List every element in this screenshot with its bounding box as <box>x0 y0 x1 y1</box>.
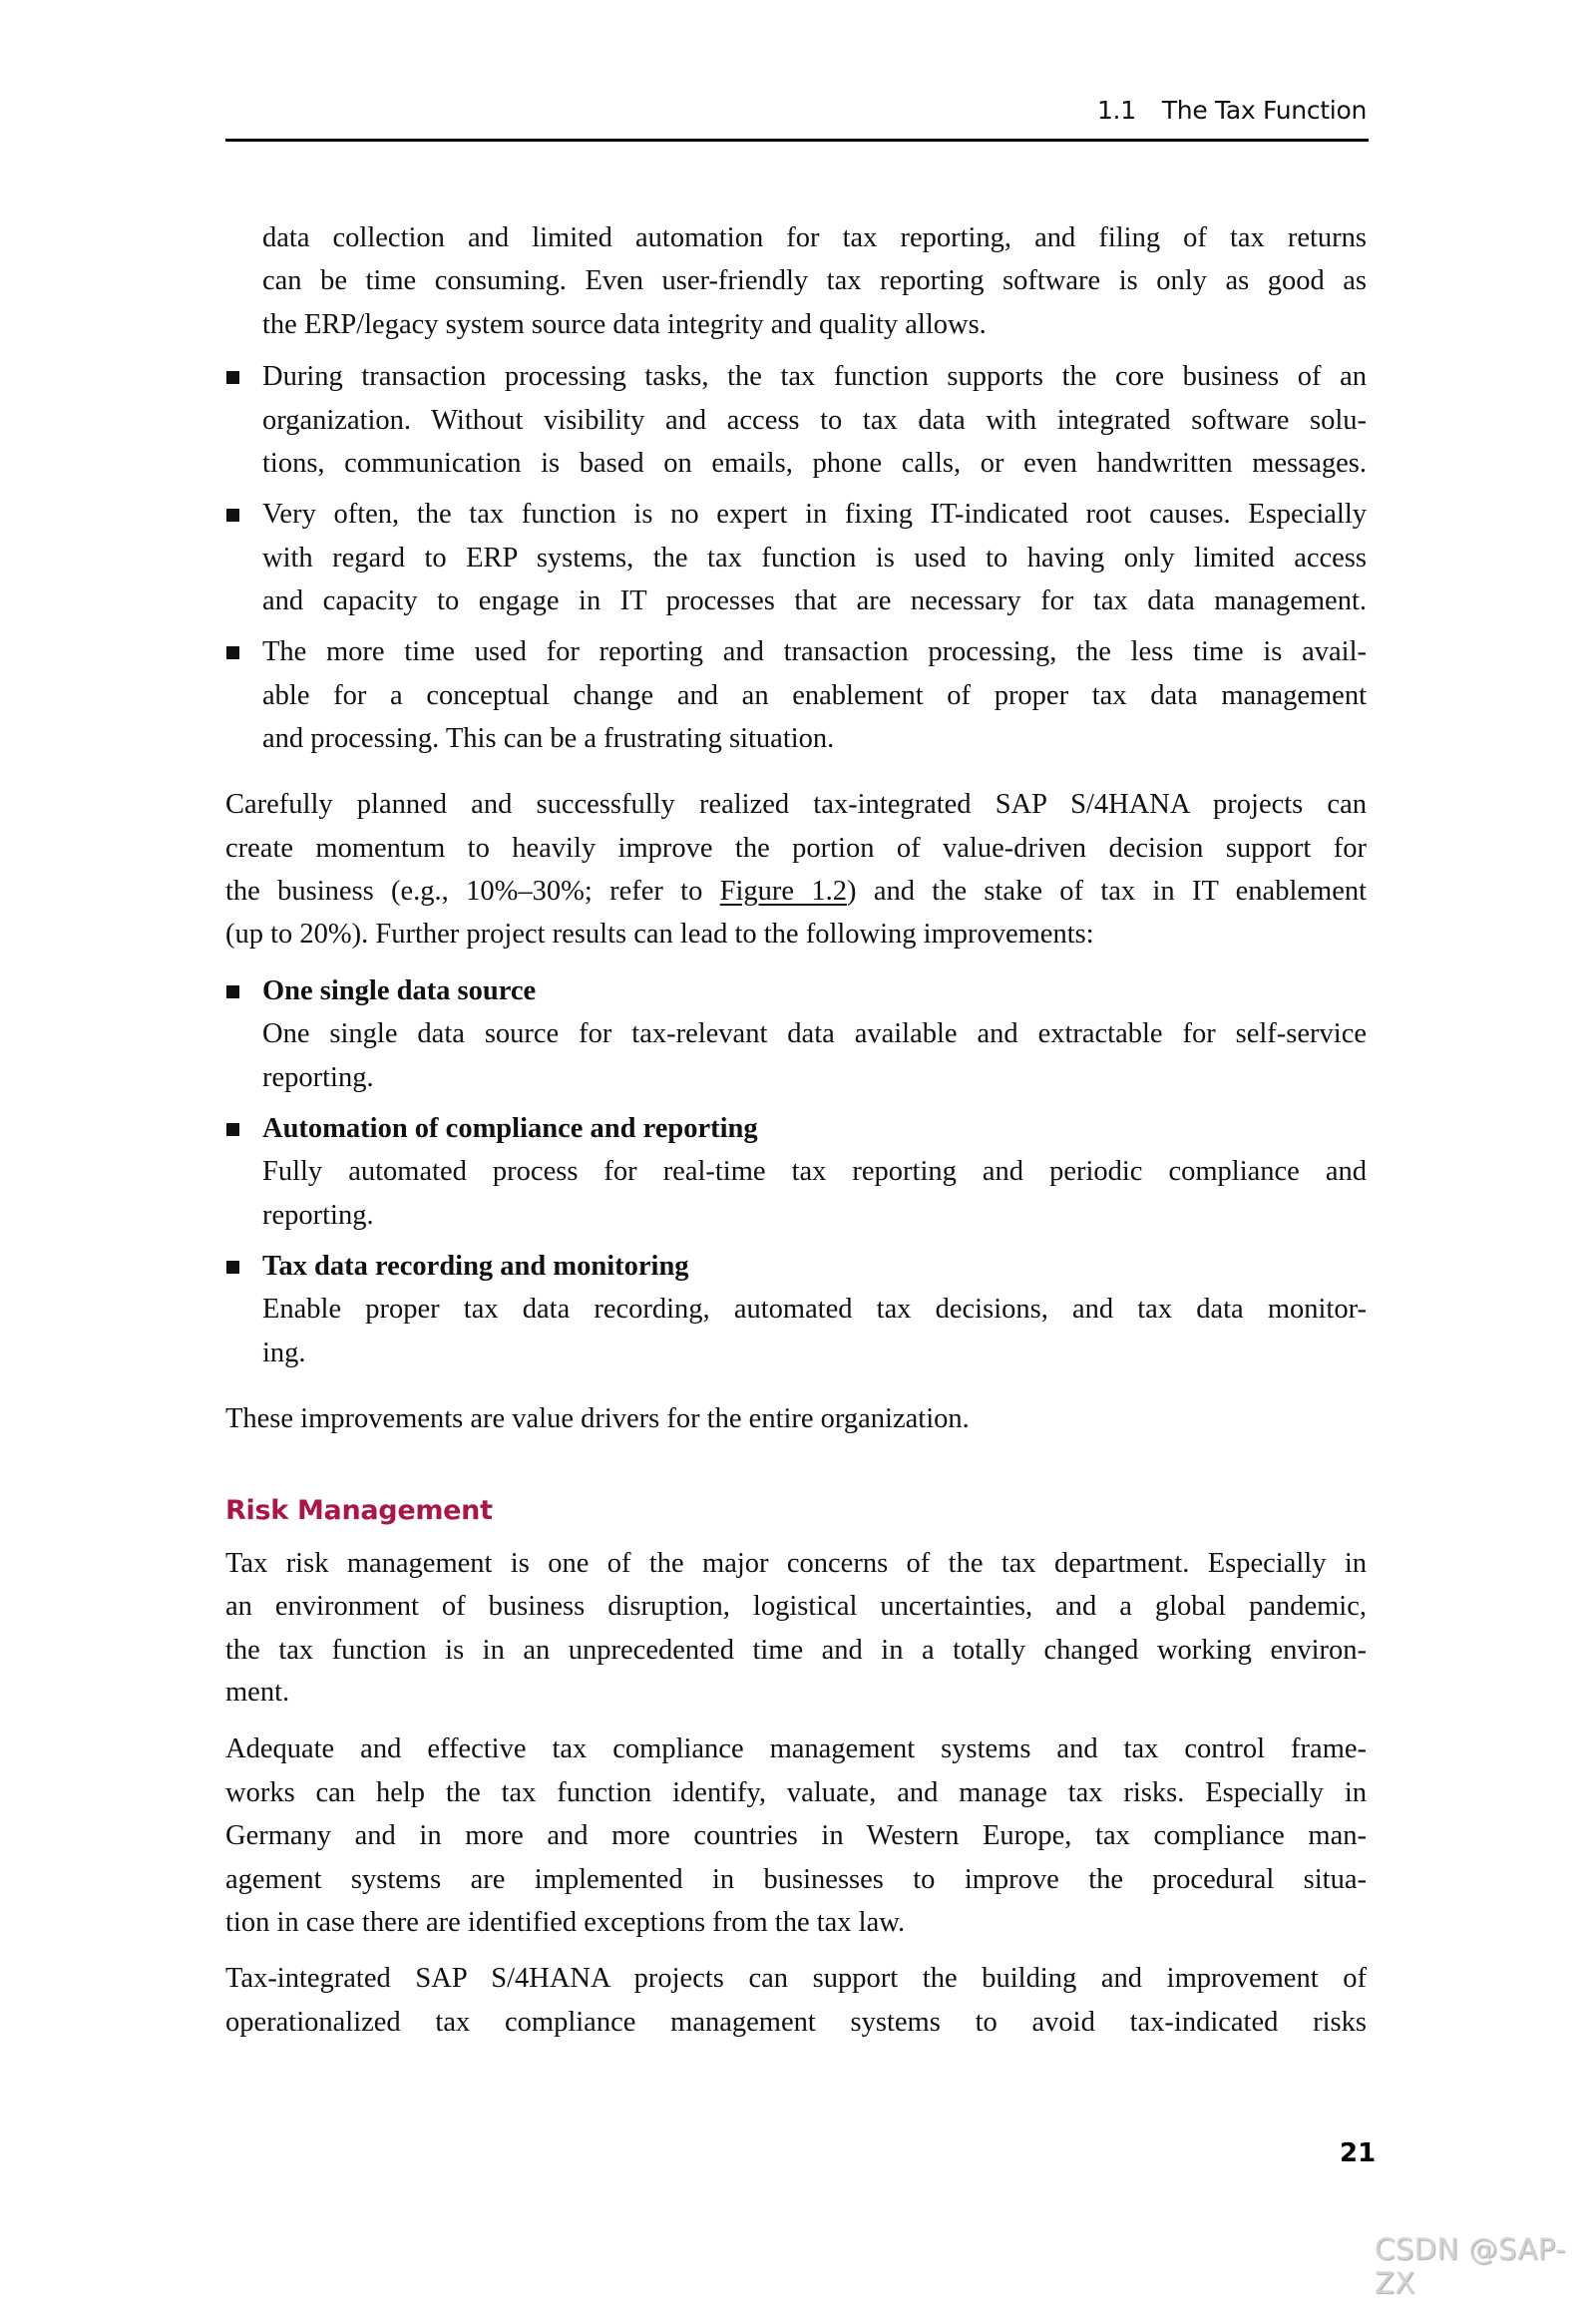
text-line <box>225 870 1367 914</box>
running-header <box>1097 96 1367 125</box>
text-line: operationalized tax compliance management systems to avoid tax-indicated risks <box>225 2007 1367 2038</box>
text-line: the tax function is in an unprecedented time and in a totally changed working environ- <box>225 1635 1367 1666</box>
text-fragment: the business (e.g., 10%–30%; refer to <box>225 876 720 907</box>
text-line: create momentum to heavily improve the portion of value-driven decision support for <box>225 833 1367 864</box>
text-line: tion in case there are identified exceptions from the tax law. <box>225 1907 906 1938</box>
text-line: works can help the tax function identify, valuate, and manage tax risks. Especially in <box>225 1777 1367 1808</box>
text-line: tions, communication is based on emails, phone calls, or even handwritten messages. <box>262 448 1367 479</box>
text-line: Enable proper tax data recording, automated tax decisions, and tax data monitor- <box>262 1294 1367 1325</box>
text-line: One single data source for tax-relevant data available and extractable for self-service <box>262 1018 1367 1049</box>
text-line: Fully automated process for real-time tax reporting and periodic compliance and <box>262 1156 1367 1187</box>
section-heading: Risk Management <box>225 1495 493 1526</box>
text-line: Adequate and effective tax compliance management systems and tax control frame- <box>225 1733 1367 1764</box>
bullet-square-icon <box>226 509 239 522</box>
text-line: ment. <box>225 1677 290 1708</box>
watermark: CSDN @SAP-ZX <box>1375 2232 1566 2300</box>
text-line: able for a conceptual change and an enablement of proper tax data management <box>262 680 1367 711</box>
text-line: reporting. <box>262 1062 374 1093</box>
text-line: The more time used for reporting and transaction processing, the less time is avail- <box>262 636 1367 667</box>
text-line: Germany and in more and more countries in Western Europe, tax compliance man- <box>225 1820 1367 1851</box>
text-line: the ERP/legacy system source data integrity and quality allows. <box>262 309 987 340</box>
bullet-square-icon <box>226 985 239 998</box>
text-line: Very often, the tax function is no expert in fixing IT-indicated root causes. Especially <box>262 499 1367 530</box>
text-line: can be time consuming. Even user-friendly tax reporting software is only as good as <box>262 265 1367 296</box>
text-line: an environment of business disruption, logistical uncertainties, and a global pandemic, <box>225 1591 1367 1622</box>
figure-1-2-link[interactable]: Figure 1.2 <box>719 876 848 907</box>
page-number: 21 <box>1340 2138 1377 2168</box>
text-line: ing. <box>262 1338 306 1368</box>
section-number: 1.1 <box>1096 96 1136 125</box>
improvement-title: One single data source <box>262 975 537 1006</box>
improvement-title: Tax data recording and monitoring <box>262 1251 689 1282</box>
text-line: During transaction processing tasks, the tax function supports the core business of an <box>262 361 1367 392</box>
section-title: The Tax Function <box>1161 96 1367 125</box>
bullet-square-icon <box>226 1123 239 1136</box>
text-line: (up to 20%). Further project results can lead to the following improvements: <box>225 919 1094 950</box>
text-line: data collection and limited automation for tax reporting, and filing of tax returns <box>262 222 1367 253</box>
text-line: Carefully planned and successfully realized tax-integrated SAP S/4HANA projects can <box>225 789 1367 820</box>
text-line: Tax-integrated SAP S/4HANA projects can support the building and improvement of <box>225 1963 1367 1994</box>
text-line: agement systems are implemented in businesses to improve the procedural situa- <box>225 1864 1367 1895</box>
bullet-square-icon <box>226 1261 239 1274</box>
text-line: reporting. <box>262 1200 374 1231</box>
bullet-square-icon <box>226 646 239 659</box>
bullet-square-icon <box>226 371 239 384</box>
header-rule <box>225 139 1369 142</box>
text-line: and processing. This can be a frustrating situation. <box>262 723 835 754</box>
improvement-title: Automation of compliance and reporting <box>262 1113 758 1144</box>
text-line: organization. Without visibility and access to tax data with integrated software solu- <box>262 405 1367 436</box>
text-line: Tax risk management is one of the major concerns of the tax department. Especially in <box>225 1548 1367 1579</box>
text-fragment: ) and the stake of tax in IT enablement <box>847 876 1368 907</box>
text-line: These improvements are value drivers for the entire organization. <box>225 1403 970 1434</box>
text-line: with regard to ERP systems, the tax function is used to having only limited access <box>262 543 1367 574</box>
text-line: and capacity to engage in IT processes that are necessary for tax data management. <box>262 585 1367 616</box>
